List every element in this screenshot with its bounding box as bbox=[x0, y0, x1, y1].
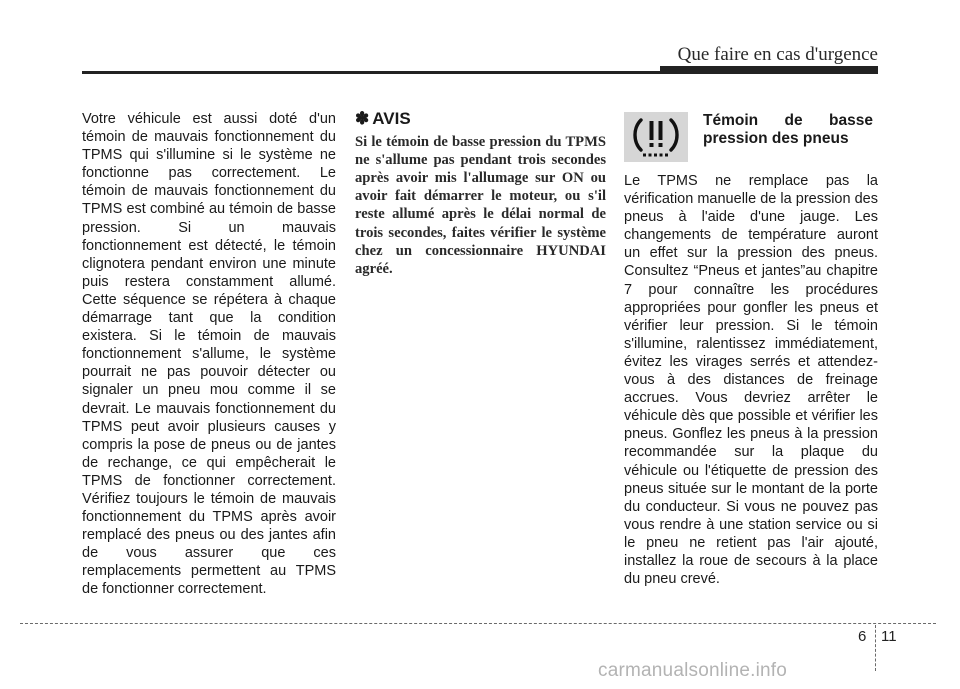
right-column bbox=[624, 110, 878, 588]
tire-pressure-warning-icon bbox=[624, 112, 688, 162]
avis-title: AVIS bbox=[372, 109, 411, 128]
avis-heading bbox=[355, 110, 606, 128]
avis-box bbox=[355, 110, 606, 278]
footer-divider bbox=[875, 625, 876, 671]
right-column-text: Le TPMS ne remplace pas la vérification manuelle de la pression des pneus à l'aide d'une jauge. Les changements de température auront un effet sur la pression des pneus. Consultez “Pneus et jantes”au chapitre 7 pour connaître les procédures appropriées pour gonfler les pneus et vérifier leur pression. Si le témoin s'illumine, ralentissez immédiatement, évitez les virages serrés et attendez-vous à des distances de freinage accrues. Vous devriez arrêter le véhicule dès que possible et vérifier les pneus. Gonflez les pneus à la pression recommandée sur la plaque du véhicule ou l'étiquette de pression des pneus située sur le montant de la porte du conducteur. Si vous ne pouvez pas vous rendre à une station service ou si le pneu ne retient pas l'air ajouté, installez la roue de secours à la place du pneu crevé. bbox=[624, 173, 878, 588]
header-rule bbox=[82, 71, 878, 74]
section-title: Que faire en cas d'urgence bbox=[677, 44, 878, 65]
avis-text: Si le témoin de basse pression du TPMS ne s'allume pas pendant trois secondes après avoir mis l'allumage sur ON ou avoir fait démarrer le moteur, ou s'il reste allumé après le délai normal de trois secondes, faites vérifier le système chez un concessionnaire HYUNDAI agréé. bbox=[355, 134, 606, 277]
chapter-number: 6 bbox=[858, 628, 867, 645]
watermark: carmanualsonline.info bbox=[598, 660, 788, 681]
footer-rule bbox=[20, 623, 936, 624]
left-column-text: Votre véhicule est aussi doté d'un témoin de mauvais fonctionnement du TPMS qui s'illumine si le système ne fonctionne pas correctement. Le témoin de mauvais fonctionnement du TPMS est combiné au témoin de basse pression. Si un mauvais fonctionnement est détecté, le témoin clignotera pendant environ une minute puis restera constamment allumé. Cette séquence se répétera à chaque démarrage tant que la condition existera. Si le témoin de mauvais fonctionnement s'allume, le système pourrait ne pas pouvoir détecter ou signaler un pneu mou comme il se devrait. Le mauvais fonctionnement du TPMS peut avoir plusieurs causes y compris la pose de pneus ou de jantes de rechange, ce qui empêcherait le TPMS de fonctionner correctement. Vérifiez toujours le témoin de mauvais fonctionnement du TPMS après avoir remplacé des pneus ou des jantes afin de vous assurer que ces remplacements permettent au TPMS de fonctionner correctement. bbox=[82, 111, 336, 598]
page-number: 11 bbox=[881, 628, 897, 645]
warning-header bbox=[624, 110, 878, 166]
warning-title: Témoin de basse pression des pneus bbox=[703, 112, 873, 147]
asterisk-icon: ✽ bbox=[355, 109, 370, 128]
